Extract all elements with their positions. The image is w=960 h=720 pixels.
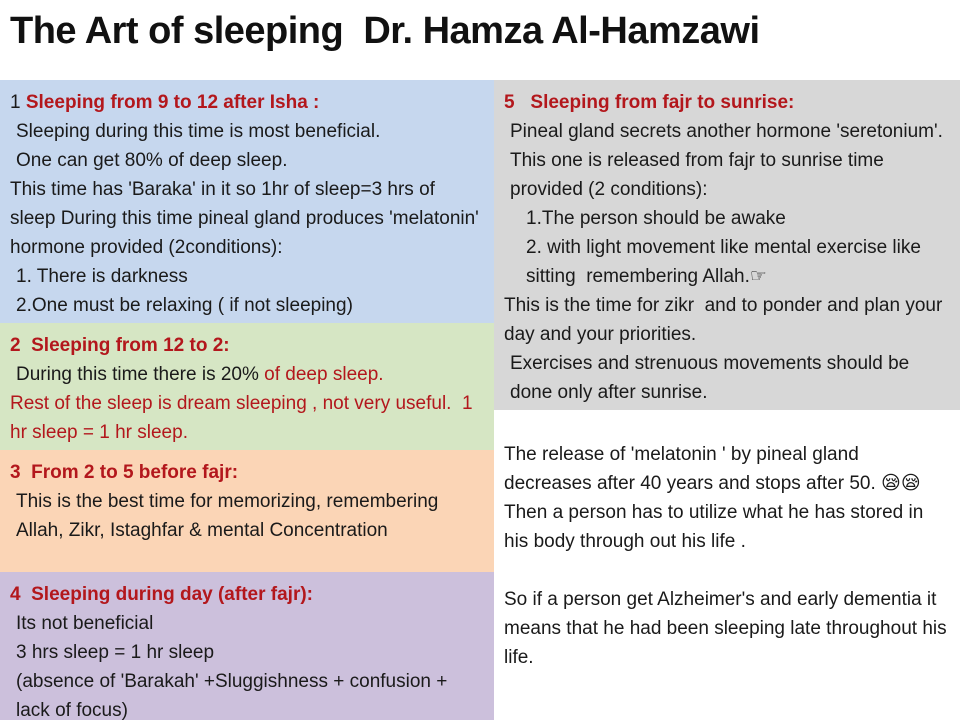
section-number: 1 (10, 92, 26, 113)
condition-item: 1.The person should be awake (526, 208, 786, 229)
text-line: 3 hrs sleep = 1 hr sleep (16, 642, 215, 663)
section-sleep-9-to-12 (0, 80, 494, 323)
section-sleep-12-to-2 (0, 323, 494, 450)
condition-item: 2. with light movement like mental exercise like sitting remembering Allah.☞ (526, 237, 927, 287)
text-fragment: During this time there is 20% (16, 364, 265, 385)
page-title: The Art of sleeping Dr. Hamza Al-Hamzawi (10, 10, 760, 52)
text-paragraph: This time has 'Baraka' in it so 1hr of sleep=3 hrs of sleep During this time pineal gland produces 'melatonin' hormone provided (2conditions): (10, 179, 485, 258)
section-heading: 3 From 2 to 5 before fajr: (10, 462, 239, 483)
condition-item: 1. There is darkness (16, 266, 188, 287)
section-heading: 4 Sleeping during day (after fajr): (10, 584, 313, 605)
section-heading: Sleeping from 9 to 12 after Isha : (25, 92, 320, 113)
section-melatonin-note (494, 410, 960, 720)
text-paragraph: So if a person get Alzheimer's and early dementia it means that he had been sleeping late throughout his life. (504, 589, 952, 668)
text-line: Sleeping during this time is most beneficial. (16, 121, 381, 142)
text-line (10, 360, 484, 389)
section-sleep-2-to-5 (0, 450, 494, 572)
condition-item: 2.One must be relaxing ( if not sleeping) (16, 295, 353, 316)
text-paragraph: Pineal gland secrets another hormone 'seretonium'. This one is released from fajr to sunrise time provided (2 conditions): (510, 121, 948, 200)
paragraph-gap (504, 556, 950, 585)
highlight-text: of deep sleep. (264, 364, 384, 385)
text-paragraph: This is the time for zikr and to ponder and plan your day and your priorities. (504, 295, 948, 345)
section-sleep-day (0, 572, 494, 720)
text-paragraph: The release of 'melatonin ' by pineal gland decreases after 40 years and stops after 50. 😪😪 Then a person has to utilize what he has stored in his body through out his life . (504, 444, 929, 552)
section-heading: 5 Sleeping from fajr to sunrise: (504, 92, 795, 113)
section-heading-line (10, 88, 484, 117)
text-paragraph: This is the best time for memorizing, remembering Allah, Zikr, Istaghfar & mental Concentration (16, 491, 443, 541)
text-paragraph: (absence of 'Barakah' +Sluggishness + confusion + lack of focus) (16, 671, 453, 720)
highlight-paragraph: Rest of the sleep is dream sleeping , not very useful. 1 hr sleep = 1 hr sleep. (10, 393, 478, 443)
text-line: One can get 80% of deep sleep. (16, 150, 288, 171)
section-sleep-fajr-to-sunrise (494, 80, 960, 410)
text-line: Its not beneficial (16, 613, 154, 634)
text-paragraph: Exercises and strenuous movements should be done only after sunrise. (510, 353, 915, 403)
section-heading: 2 Sleeping from 12 to 2: (10, 335, 230, 356)
